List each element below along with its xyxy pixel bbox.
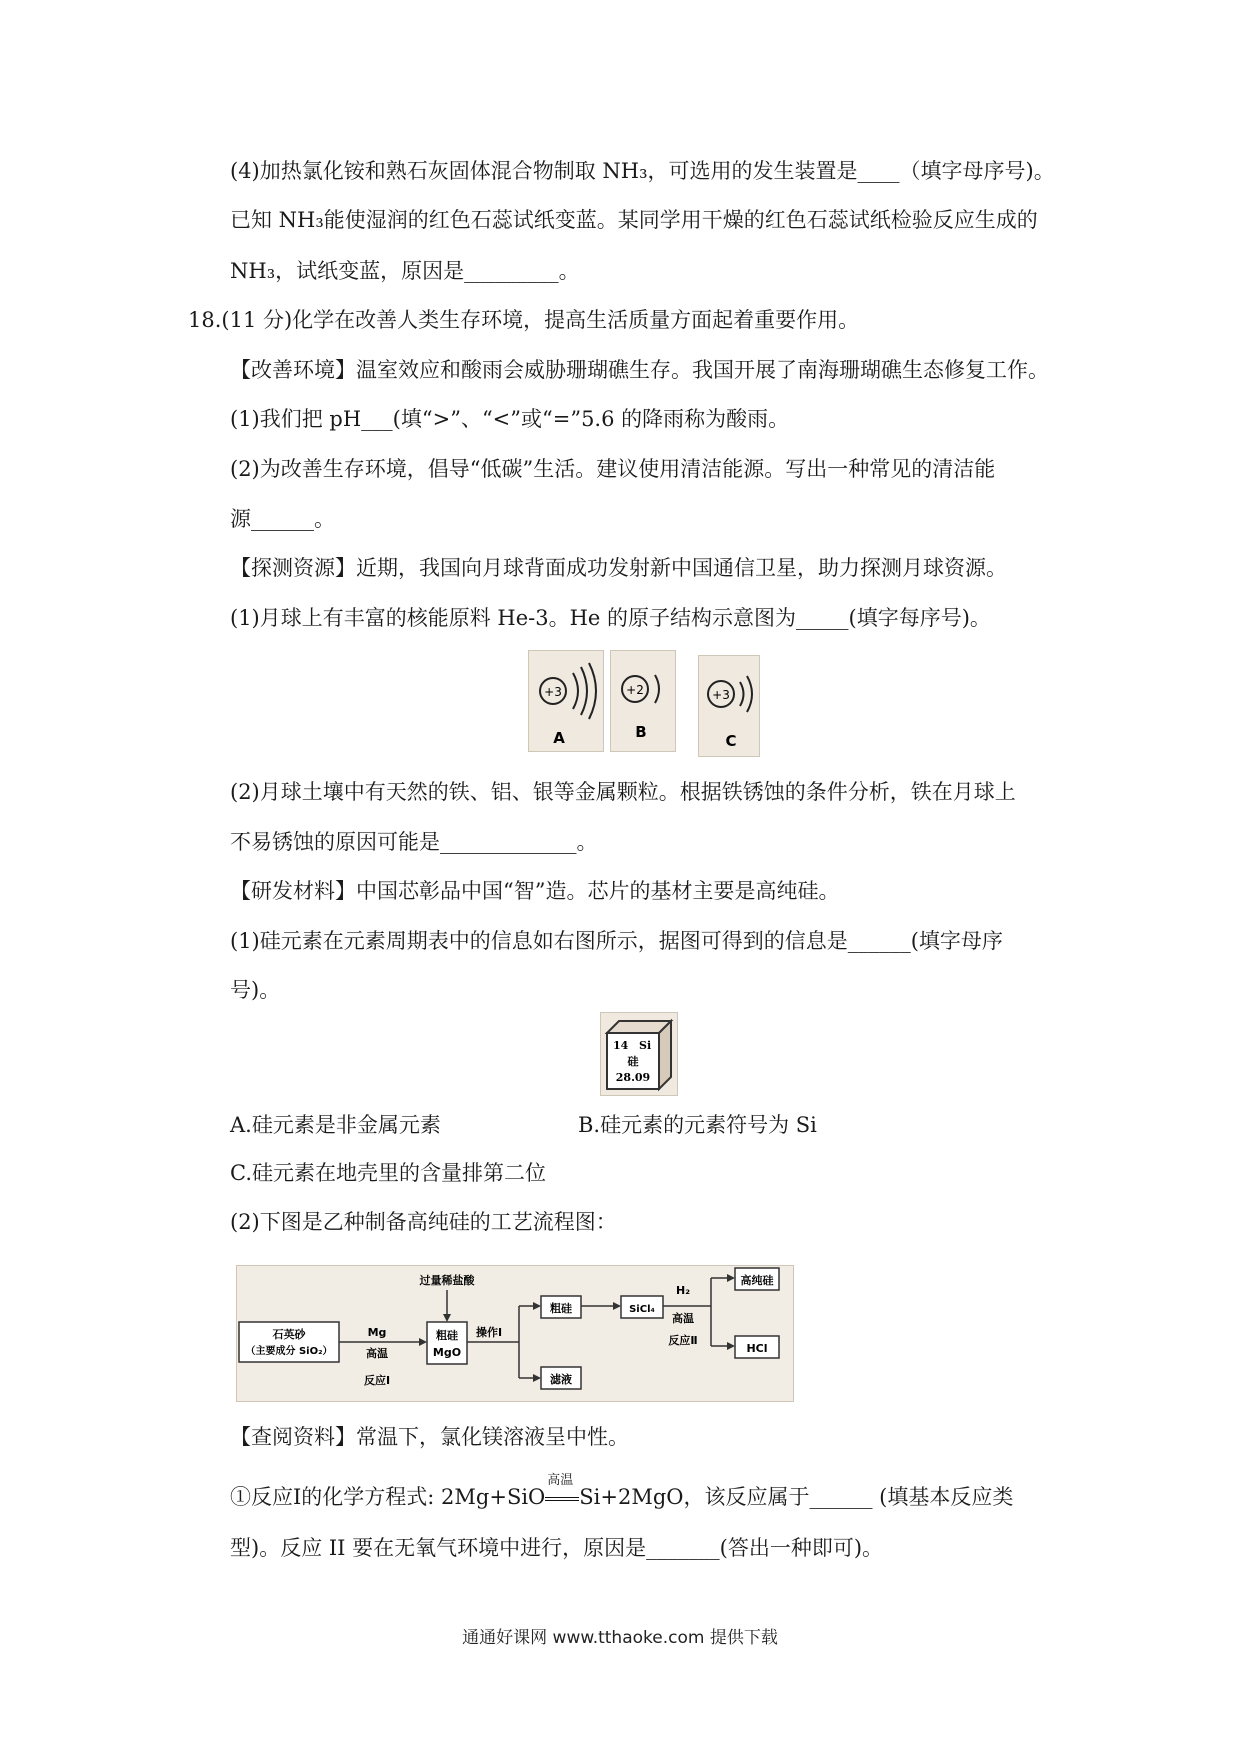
choice-a: A.硅元素是非金属元素	[230, 1113, 441, 1137]
element-symbol: Si	[639, 1039, 652, 1052]
q17-4-line2: 已知 NH₃能使湿润的红色石蕊试纸变蓝。某同学用干燥的红色石蕊试纸检验反应生成的	[230, 208, 1038, 232]
atom-diagram-b	[610, 650, 676, 752]
flow-hcl: HCl	[746, 1342, 768, 1355]
flow-quartz-1: 石英砂	[272, 1328, 306, 1341]
element-name: 硅	[627, 1055, 639, 1068]
reaction-condition-symbol	[545, 1473, 579, 1512]
flow-reaction-1: 反应Ⅰ	[363, 1374, 391, 1387]
element-number: 14	[613, 1039, 629, 1052]
q18-header: 18.(11 分)化学在改善人类生存环境，提高生活质量方面起着重要作用。	[188, 308, 860, 332]
flow-acid: 过量稀盐酸	[419, 1274, 475, 1287]
env-q1: (1)我们把 pH___(填“>”、“<”或“=”5.6 的降雨称为酸雨。	[230, 407, 790, 431]
atom-diagram-c	[698, 655, 760, 757]
flow-cond-1: 高温	[366, 1347, 388, 1360]
page-footer: 通通好课网 www.tthaoke.com 提供下载	[462, 1628, 778, 1648]
q17-4-line1: (4)加热氯化铵和熟石灰固体混合物制取 NH₃，可选用的发生装置是____（填字母序号)。	[230, 159, 1055, 183]
flow-cond-2: 高温	[672, 1312, 694, 1325]
flow-reaction-2: 反应Ⅱ	[668, 1334, 698, 1347]
flow-crude-si: 粗硅	[550, 1302, 572, 1315]
explore-q1: (1)月球上有丰富的核能原料 He-3。He 的原子结构示意图为_____(填字每序号)。	[230, 606, 991, 630]
env-q2b: 源______。	[230, 507, 335, 531]
env-title: 【改善环境】温室效应和酸雨会威胁珊瑚礁生存。我国开展了南海珊瑚礁生态修复工作。	[230, 358, 1049, 382]
atom-b-label: B	[635, 723, 647, 741]
ref-title: 【查阅资料】常温下，氯化镁溶液呈中性。	[230, 1425, 629, 1449]
explore-q2b: 不易锈蚀的原因可能是_____________。	[230, 830, 598, 854]
material-title: 【研发材料】中国芯彰品中国“智”造。芯片的基材主要是高纯硅。	[230, 879, 840, 903]
equation-line	[230, 1473, 1014, 1512]
atom-c-label: C	[725, 732, 737, 750]
material-q2: (2)下图是乙种制备高纯硅的工艺流程图：	[230, 1210, 617, 1234]
material-q1a: (1)硅元素在元素周期表中的信息如右图所示，据图可得到的信息是______(填字母序	[230, 929, 1003, 953]
material-q1b: 号)。	[230, 978, 281, 1002]
element-mass: 28.09	[615, 1071, 651, 1084]
flow-h2: H₂	[675, 1284, 691, 1297]
atom-c-nucleus: +3	[712, 688, 730, 702]
explore-q2a: (2)月球土壤中有天然的铁、铝、银等金属颗粒。根据铁锈蚀的条件分析，铁在月球上	[230, 780, 1016, 804]
atom-b-nucleus: +2	[626, 683, 644, 697]
explore-title: 【探测资源】近期，我国向月球背面成功发射新中国通信卫星，助力探测月球资源。	[230, 556, 1007, 580]
choice-c: C.硅元素在地壳里的含量排第二位	[230, 1161, 546, 1185]
equation-condition: 高温	[547, 1473, 574, 1488]
flow-reagent-mg: Mg	[367, 1326, 387, 1339]
choice-b: B.硅元素的元素符号为 Si	[578, 1113, 817, 1137]
flow-operation: 操作Ⅰ	[475, 1326, 503, 1339]
flow-sicl4: SiCl₄	[629, 1304, 655, 1315]
flow-crude-2: MgO	[432, 1346, 462, 1359]
atom-a-nucleus: +3	[544, 685, 562, 699]
silicon-element-cell	[600, 1012, 678, 1096]
equation-line2: 型)。反应 II 要在无氧气环境中进行，原因是_______(答出一种即可)。	[230, 1536, 884, 1560]
equation-prefix: ①反应Ⅰ的化学方程式: 2Mg+SiO	[230, 1485, 546, 1509]
atom-a-label: A	[553, 729, 565, 747]
process-flow-diagram	[236, 1265, 794, 1402]
flow-crude-1: 粗硅	[436, 1329, 458, 1342]
flow-pure-si: 高纯硅	[740, 1274, 774, 1287]
flow-quartz-2: （主要成分 SiO₂）	[245, 1346, 333, 1357]
q17-4-line3: NH₃，试纸变蓝，原因是_________。	[230, 259, 580, 283]
equation-suffix: Si+2MgO，该反应属于______ (填基本反应类	[579, 1485, 1014, 1509]
atom-diagram-a	[528, 650, 604, 752]
flow-filtrate: 滤液	[550, 1373, 572, 1386]
env-q2a: (2)为改善生存环境，倡导“低碳”生活。建议使用清洁能源。写出一种常见的清洁能	[230, 457, 996, 481]
